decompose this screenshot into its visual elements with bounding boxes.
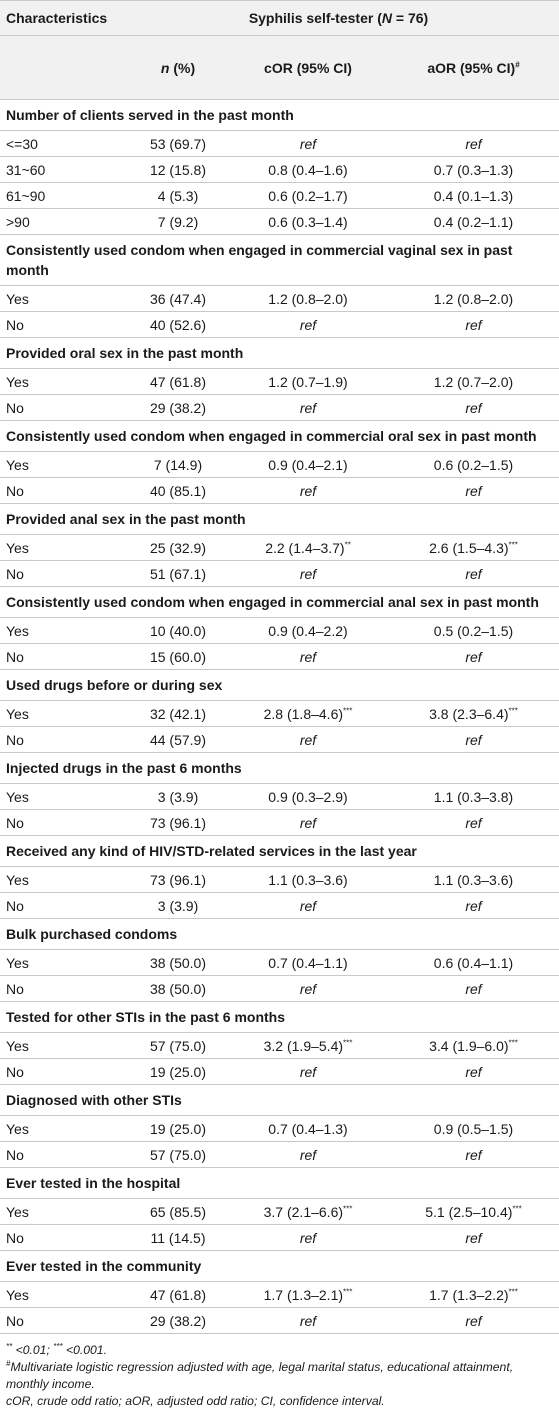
- row-label: Yes: [6, 788, 29, 805]
- table-row: [0, 618, 559, 644]
- row-cor: [228, 483, 388, 499]
- table-row: [0, 312, 559, 338]
- row-n: 19 (25.0): [149, 1063, 207, 1080]
- row-n: 11 (14.5): [150, 1229, 206, 1246]
- row-aor-value: ref: [465, 316, 482, 333]
- row-n: 7 (9.2): [157, 213, 199, 230]
- row-label: No: [6, 814, 24, 831]
- section-title: Diagnosed with other STIs: [6, 1092, 182, 1108]
- row-aor: [388, 162, 559, 178]
- header-n-letter: n: [160, 59, 170, 76]
- row-n: 53 (69.7): [149, 135, 207, 152]
- row-cor-sup: **: [344, 539, 351, 549]
- row-cor: [228, 566, 388, 582]
- table-row: [0, 893, 559, 919]
- row-cor: [228, 732, 388, 748]
- header-cor: cOR (95% CI): [264, 59, 352, 76]
- row-cor: [228, 1313, 388, 1329]
- row-aor-sup: ***: [508, 1037, 518, 1047]
- table-row: [0, 727, 559, 753]
- table-row: [0, 157, 559, 183]
- table-row: [0, 1059, 559, 1085]
- table-header: [0, 0, 559, 100]
- table-row: [0, 452, 559, 478]
- sig-text-2: <0.001.: [62, 1343, 107, 1357]
- row-label: Yes: [6, 954, 29, 971]
- row-aor-value: ref: [465, 648, 482, 665]
- row-label: <=30: [6, 135, 38, 152]
- row-aor: [388, 400, 559, 416]
- table-row: [0, 867, 559, 893]
- row-aor-value: ref: [465, 1146, 482, 1163]
- footnote-significance: [6, 1342, 553, 1359]
- row-label: Yes: [6, 373, 29, 390]
- section-title: Provided oral sex in the past month: [6, 345, 244, 361]
- table-row: [0, 561, 559, 587]
- section-row: [0, 1085, 559, 1116]
- row-aor: [388, 214, 559, 230]
- sig-text-1: <0.01;: [12, 1343, 54, 1357]
- row-aor: [388, 872, 559, 888]
- row-label: No: [6, 316, 24, 333]
- row-cor-value: ref: [299, 814, 317, 831]
- header-aor-text: aOR (95% CI): [427, 59, 516, 76]
- row-cor-value: 0.9 (0.3–2.9): [268, 788, 348, 805]
- section-row: [0, 1168, 559, 1199]
- table-row: [0, 1033, 559, 1059]
- section-row: [0, 919, 559, 950]
- section-title: Received any kind of HIV/STD-related services in the last year: [6, 843, 417, 859]
- header-group-prefix: Syphilis self-tester (: [248, 10, 382, 26]
- section-row: [0, 670, 559, 701]
- sig-sup-2: ***: [53, 1341, 63, 1351]
- row-aor-value: ref: [465, 980, 482, 997]
- row-label: No: [6, 399, 24, 416]
- row-aor-value: ref: [465, 814, 482, 831]
- section-title: Ever tested in the community: [6, 1258, 202, 1274]
- row-cor-value: 0.6 (0.3–1.4): [268, 213, 348, 230]
- row-cor-value: ref: [299, 1312, 317, 1329]
- row-aor-value: ref: [465, 565, 482, 582]
- row-cor: [228, 789, 388, 805]
- row-cor-value: ref: [299, 1146, 317, 1163]
- row-cor-value: ref: [299, 316, 317, 333]
- row-aor: [388, 1147, 559, 1163]
- row-cor: [228, 1287, 388, 1303]
- row-cor: [228, 649, 388, 665]
- row-aor-value: ref: [465, 897, 482, 914]
- row-label: No: [6, 1229, 24, 1246]
- row-cor: [228, 706, 388, 722]
- row-cor: [228, 898, 388, 914]
- section-title: Number of clients served in the past month: [6, 107, 294, 123]
- section-row: [0, 338, 559, 369]
- row-n: 57 (75.0): [149, 1146, 207, 1163]
- row-cor-value: 0.9 (0.4–2.1): [268, 456, 348, 473]
- table-row: [0, 131, 559, 157]
- table-row: [0, 784, 559, 810]
- adj-text: Multivariate logistic regression adjusted with age, legal marital status, educational attainment, monthly income.: [6, 1360, 514, 1391]
- table-row: [0, 701, 559, 727]
- row-aor: [388, 188, 559, 204]
- row-cor-value: 0.6 (0.2–1.7): [268, 187, 348, 204]
- row-cor: [228, 1204, 388, 1220]
- row-aor: [388, 789, 559, 805]
- row-cor: [228, 1064, 388, 1080]
- row-label: 61~90: [6, 187, 46, 204]
- row-n: 38 (50.0): [149, 980, 207, 997]
- row-aor: [388, 291, 559, 307]
- row-cor-value: 2.2 (1.4–3.7): [265, 539, 345, 556]
- row-n: 73 (96.1): [149, 814, 207, 831]
- row-label: No: [6, 1146, 24, 1163]
- row-cor-value: 0.8 (0.4–1.6): [268, 161, 348, 178]
- row-cor: [228, 317, 388, 333]
- section-row: [0, 1002, 559, 1033]
- row-label: No: [6, 731, 24, 748]
- row-cor: [228, 162, 388, 178]
- header-aor-sup: #: [515, 59, 520, 69]
- row-n: 15 (60.0): [149, 648, 207, 665]
- row-n: 44 (57.9): [149, 731, 207, 748]
- row-aor: [388, 649, 559, 665]
- header-n: [128, 60, 228, 76]
- row-aor: [388, 1038, 559, 1054]
- table-row: [0, 950, 559, 976]
- section-row: [0, 100, 559, 131]
- row-label: Yes: [6, 622, 29, 639]
- table-row: [0, 1225, 559, 1251]
- table-row: [0, 369, 559, 395]
- table-row: [0, 1116, 559, 1142]
- row-aor: [388, 623, 559, 639]
- row-cor: [228, 136, 388, 152]
- row-aor-value: ref: [465, 399, 482, 416]
- footnote-abbreviations: cOR, crude odd ratio; aOR, adjusted odd ratio; CI, confidence interval.: [6, 1394, 385, 1408]
- row-cor: [228, 291, 388, 307]
- row-cor: [228, 214, 388, 230]
- row-aor-value: ref: [465, 731, 482, 748]
- row-cor: [228, 1147, 388, 1163]
- row-aor-value: ref: [465, 1063, 482, 1080]
- row-cor: [228, 623, 388, 639]
- table-row: [0, 810, 559, 836]
- row-cor: [228, 981, 388, 997]
- row-aor: [388, 317, 559, 333]
- row-label: Yes: [6, 456, 29, 473]
- row-n: 3 (3.9): [157, 788, 199, 805]
- row-aor-value: 0.6 (0.4–1.1): [433, 954, 514, 971]
- row-cor-value: ref: [299, 897, 317, 914]
- section-title: Consistently used condom when engaged in commercial oral sex in past month: [6, 428, 537, 444]
- row-aor-value: 3.8 (2.3–6.4): [429, 705, 509, 722]
- row-aor: [388, 1230, 559, 1246]
- row-aor-value: 1.2 (0.8–2.0): [433, 290, 514, 307]
- table-row: [0, 286, 559, 312]
- row-label: No: [6, 648, 24, 665]
- table-row: [0, 1282, 559, 1308]
- section-row: [0, 753, 559, 784]
- row-cor-value: 0.9 (0.4–2.2): [268, 622, 348, 639]
- table-row: [0, 1308, 559, 1334]
- table-row: [0, 183, 559, 209]
- row-cor: [228, 1121, 388, 1137]
- row-cor-sup: ***: [343, 1037, 353, 1047]
- row-cor: [228, 815, 388, 831]
- row-aor-value: 1.2 (0.7–2.0): [433, 373, 514, 390]
- row-cor-sup: ***: [343, 1203, 353, 1213]
- row-n: 65 (85.5): [149, 1203, 207, 1220]
- row-aor: [388, 136, 559, 152]
- table-row: [0, 478, 559, 504]
- row-n: 7 (14.9): [153, 456, 203, 473]
- table-row: [0, 644, 559, 670]
- footnote-adjustment: [6, 1359, 553, 1393]
- section-title: Injected drugs in the past 6 months: [6, 760, 242, 776]
- row-aor-value: 0.4 (0.1–1.3): [433, 187, 514, 204]
- section-title: Ever tested in the hospital: [6, 1175, 181, 1191]
- header-characteristics: Characteristics: [6, 10, 108, 26]
- table-row: [0, 1199, 559, 1225]
- row-cor-value: 1.1 (0.3–3.6): [268, 871, 348, 888]
- section-title: Consistently used condom when engaged in commercial anal sex in past month: [6, 594, 539, 610]
- row-aor: [388, 566, 559, 582]
- row-n: 19 (25.0): [149, 1120, 207, 1137]
- row-cor: [228, 540, 388, 556]
- row-cor: [228, 1038, 388, 1054]
- header-row-2: [0, 36, 559, 100]
- row-cor: [228, 374, 388, 390]
- table-row: [0, 535, 559, 561]
- row-cor-value: ref: [299, 731, 317, 748]
- section-row: [0, 1251, 559, 1282]
- row-cor-value: ref: [299, 1229, 317, 1246]
- row-label: Yes: [6, 1037, 29, 1054]
- section-row: [0, 421, 559, 452]
- table-row: [0, 976, 559, 1002]
- row-cor-sup: ***: [343, 705, 353, 715]
- row-label: Yes: [6, 1286, 29, 1303]
- row-label: No: [6, 1312, 24, 1329]
- row-aor: [388, 1121, 559, 1137]
- row-n: 12 (15.8): [149, 161, 207, 178]
- row-aor-value: ref: [465, 135, 482, 152]
- section-title: Used drugs before or during sex: [6, 677, 223, 693]
- row-cor-value: ref: [299, 482, 317, 499]
- row-aor-value: 5.1 (2.5–10.4): [425, 1203, 513, 1220]
- row-cor: [228, 400, 388, 416]
- row-n: 47 (61.8): [149, 373, 207, 390]
- row-cor-value: 1.2 (0.8–2.0): [268, 290, 348, 307]
- row-aor-value: 2.6 (1.5–4.3): [429, 539, 509, 556]
- row-n: 73 (96.1): [149, 871, 207, 888]
- header-group: [128, 10, 559, 26]
- row-cor-value: 0.7 (0.4–1.1): [268, 954, 348, 971]
- row-aor-value: 0.4 (0.2–1.1): [433, 213, 514, 230]
- row-cor: [228, 457, 388, 473]
- section-row: [0, 836, 559, 867]
- row-aor: [388, 981, 559, 997]
- row-n: 10 (40.0): [149, 622, 207, 639]
- section-title: Provided anal sex in the past month: [6, 511, 246, 527]
- adj-sup: #: [6, 1358, 11, 1368]
- row-cor-value: 0.7 (0.4–1.3): [268, 1120, 348, 1137]
- row-cor-value: 1.7 (1.3–2.1): [263, 1286, 344, 1303]
- row-aor: [388, 374, 559, 390]
- row-aor: [388, 483, 559, 499]
- table-row: [0, 209, 559, 235]
- table-row: [0, 1142, 559, 1168]
- row-label: No: [6, 565, 24, 582]
- row-n: 29 (38.2): [149, 1312, 207, 1329]
- row-cor: [228, 955, 388, 971]
- table-row: [0, 395, 559, 421]
- row-n: 40 (85.1): [149, 482, 207, 499]
- row-cor-value: ref: [299, 648, 317, 665]
- row-cor-value: 1.2 (0.7–1.9): [268, 373, 348, 390]
- row-cor: [228, 188, 388, 204]
- sig-sup-1: **: [6, 1341, 13, 1351]
- header-row-1: [0, 0, 559, 36]
- footnotes: [0, 1334, 559, 1410]
- row-aor: [388, 1064, 559, 1080]
- row-cor-value: 3.7 (2.1–6.6): [263, 1203, 344, 1220]
- header-aor: [388, 60, 559, 76]
- row-n: 47 (61.8): [149, 1286, 207, 1303]
- row-aor-value: 1.1 (0.3–3.8): [433, 788, 514, 805]
- row-aor-value: 0.6 (0.2–1.5): [433, 456, 514, 473]
- row-label: No: [6, 1063, 24, 1080]
- row-cor-sup: ***: [343, 1286, 353, 1296]
- section-title: Tested for other STIs in the past 6 months: [6, 1009, 285, 1025]
- row-n: 4 (5.3): [157, 187, 199, 204]
- row-cor: [228, 872, 388, 888]
- row-aor-sup: ***: [508, 1286, 518, 1296]
- row-n: 25 (32.9): [149, 539, 207, 556]
- row-aor: [388, 732, 559, 748]
- row-aor-value: 0.5 (0.2–1.5): [433, 622, 514, 639]
- row-n: 29 (38.2): [149, 399, 207, 416]
- row-n: 40 (52.6): [149, 316, 207, 333]
- row-aor-value: 1.7 (1.3–2.2): [429, 1286, 509, 1303]
- row-label: Yes: [6, 871, 29, 888]
- row-aor: [388, 955, 559, 971]
- row-cor-value: ref: [299, 135, 317, 152]
- row-n: 38 (50.0): [149, 954, 207, 971]
- row-aor: [388, 815, 559, 831]
- row-label: No: [6, 482, 24, 499]
- row-n: 57 (75.0): [149, 1037, 207, 1054]
- row-cor-value: 3.2 (1.9–5.4): [263, 1037, 344, 1054]
- row-label: No: [6, 897, 24, 914]
- row-aor-value: 3.4 (1.9–6.0): [429, 1037, 509, 1054]
- row-n: 51 (67.1): [149, 565, 207, 582]
- section-row: [0, 504, 559, 535]
- row-aor-sup: ***: [508, 705, 518, 715]
- row-aor: [388, 898, 559, 914]
- row-cor-value: ref: [299, 1063, 317, 1080]
- row-label: Yes: [6, 290, 29, 307]
- header-n-suffix: (%): [169, 59, 196, 76]
- row-label: Yes: [6, 705, 29, 722]
- row-cor-value: ref: [299, 565, 317, 582]
- row-cor: [228, 1230, 388, 1246]
- section-row: [0, 587, 559, 618]
- row-label: Yes: [6, 1120, 29, 1137]
- row-aor: [388, 457, 559, 473]
- row-n: 36 (47.4): [149, 290, 207, 307]
- row-aor-value: 0.7 (0.3–1.3): [433, 161, 514, 178]
- row-aor: [388, 1313, 559, 1329]
- row-aor: [388, 706, 559, 722]
- row-cor-value: ref: [299, 980, 317, 997]
- row-aor-sup: ***: [512, 1203, 522, 1213]
- row-aor-sup: ***: [508, 539, 518, 549]
- row-label: >90: [6, 213, 30, 230]
- row-aor-value: 0.9 (0.5–1.5): [433, 1120, 514, 1137]
- row-label: No: [6, 980, 24, 997]
- section-row: [0, 235, 559, 286]
- header-group-suffix: = 76): [391, 10, 429, 26]
- row-aor: [388, 1204, 559, 1220]
- row-n: 32 (42.1): [149, 705, 207, 722]
- row-aor-value: ref: [465, 482, 482, 499]
- row-n: 3 (3.9): [157, 897, 199, 914]
- section-title: Consistently used condom when engaged in commercial vaginal sex in past month: [6, 242, 513, 278]
- row-aor-value: 1.1 (0.3–3.6): [433, 871, 514, 888]
- row-cor-value: ref: [299, 399, 317, 416]
- table-body: [0, 100, 559, 1334]
- row-cor-value: 2.8 (1.8–4.6): [263, 705, 344, 722]
- header-group-n: N: [381, 10, 392, 26]
- row-label: Yes: [6, 1203, 29, 1220]
- row-aor: [388, 540, 559, 556]
- row-label: 31~60: [6, 161, 46, 178]
- row-aor-value: ref: [465, 1229, 482, 1246]
- section-title: Bulk purchased condoms: [6, 926, 178, 942]
- row-aor-value: ref: [465, 1312, 482, 1329]
- row-aor: [388, 1287, 559, 1303]
- row-label: Yes: [6, 539, 29, 556]
